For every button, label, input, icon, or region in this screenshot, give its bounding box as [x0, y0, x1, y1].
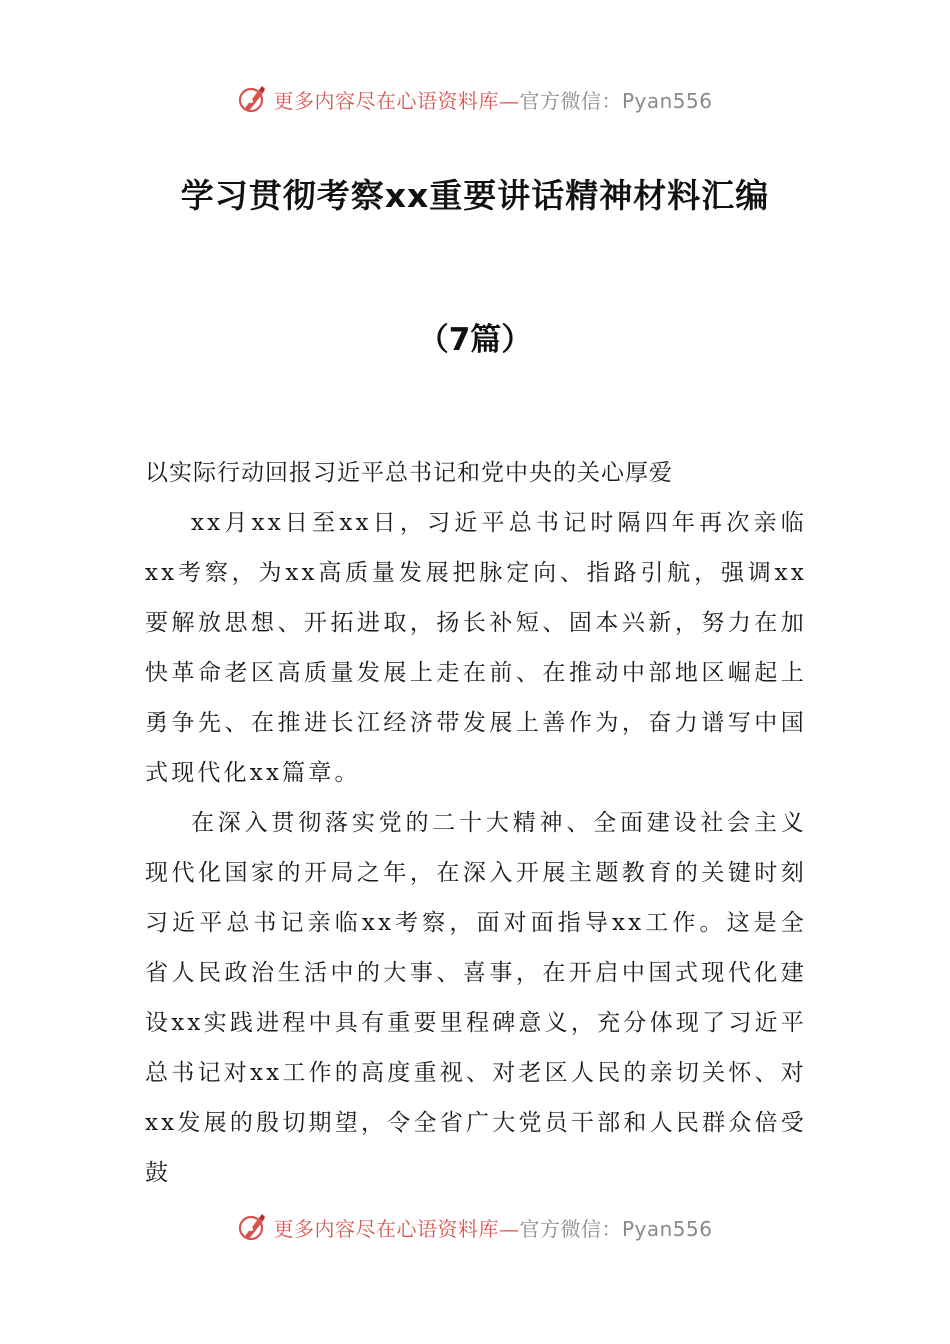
banner-red-text: 更多内容尽在心语资料库 — [273, 88, 499, 113]
footer-banner — [0, 1212, 950, 1242]
document-subtitle: （7篇） — [417, 322, 533, 358]
document-title: 学习贯彻考察xx重要讲话精神材料汇编 — [180, 176, 770, 215]
banner-dash: — — [498, 88, 520, 113]
banner-text — [273, 85, 712, 114]
body-paragraph-1: xx月xx日至xx日，习近平总书记时隔四年再次亲临xx考察，为xx高质量发展把脉定向、指路引航，强调xx要解放思想、开拓进取，扬长补短、固本兴新，努力在加快革命老区高质量发展上走在前、在推动中部地区崛起上勇争先、在推进长江经济带发展上善作为，奋力谱写中国式现代化xx篇章。 — [145, 510, 807, 786]
banner-wechat-text: 官方微信：Pyan556 — [519, 88, 713, 113]
banner-text — [273, 1213, 712, 1242]
pen-logo-icon — [237, 1212, 267, 1242]
pen-logo-icon — [237, 84, 267, 114]
banner-red-text: 更多内容尽在心语资料库 — [273, 1216, 499, 1241]
banner-wechat-text: 官方微信：Pyan556 — [519, 1216, 713, 1241]
document-body — [145, 448, 807, 1198]
body-paragraph-2: 在深入贯彻落实党的二十大精神、全面建设社会主义现代化国家的开局之年，在深入开展主题教育的关键时刻习近平总书记亲临xx考察，面对面指导xx工作。这是全省人民政治生活中的大事、喜事，在开启中国式现代化建设xx实践进程中具有重要里程碑意义，充分体现了习近平总书记对xx工作的高度重视、对老区人民的亲切关怀、对xx发展的殷切期望，令全省广大党员干部和人民群众倍受鼓 — [145, 810, 807, 1186]
header-banner — [0, 84, 950, 114]
article-heading: 以实际行动回报习近平总书记和党中央的关心厚爱 — [145, 460, 673, 486]
banner-dash: — — [498, 1216, 520, 1241]
